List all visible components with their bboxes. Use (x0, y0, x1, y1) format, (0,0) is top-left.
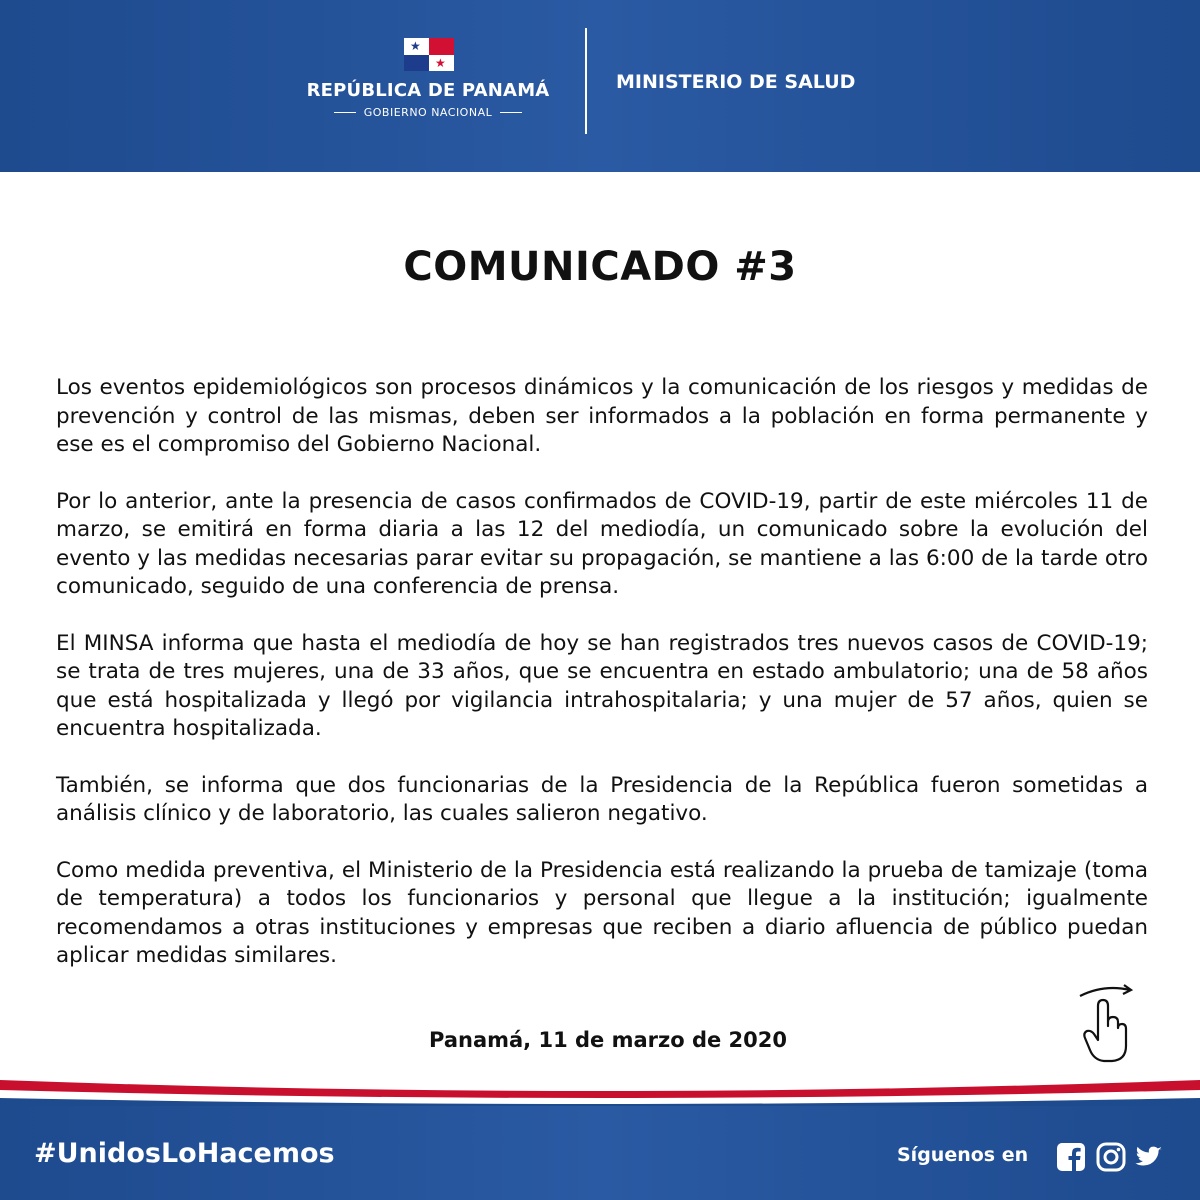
government-subtitle-text: GOBIERNO NACIONAL (363, 106, 493, 119)
swipe-hand-icon (1074, 982, 1136, 1066)
paragraph-schedule: Por lo anterior, ante la presencia de casos confirmados de COVID-19, partir de este miércoles 11 de marzo, se emitirá en forma diaria a las 12 del mediodía, un comunicado sobre la evolución del evento y las medidas necesarias parar evitar su propagación, se mantiene a las 6:00 de la tarde otro comunicado, seguido de una conferencia de prensa. (56, 488, 1148, 599)
panama-flag-icon: ★ ★ (404, 38, 454, 71)
statement-date: Panamá, 11 de marzo de 2020 (429, 1028, 787, 1052)
government-subtitle (318, 106, 538, 119)
campaign-hashtag: #UnidosLoHacemos (34, 1138, 335, 1169)
statement-body (56, 374, 1148, 999)
instagram-icon[interactable] (1096, 1142, 1126, 1172)
paragraph-intro: Los eventos epidemiológicos son procesos dinámicos y la comunicación de los riesgos y medidas de prevención y control de las mismas, deben ser informados a la población en forma permanente y ese es el compromiso del Gobierno Nacional. (56, 375, 1148, 457)
twitter-icon[interactable] (1134, 1142, 1164, 1172)
facebook-icon[interactable] (1056, 1142, 1086, 1172)
ministry-name: MINISTERIO DE SALUD (616, 71, 856, 93)
paragraph-preventive-measures: Como medida preventiva, el Ministerio de la Presidencia está realizando la prueba de tamizaje (toma de temperatura) a todos los funcionarios y personal que llegue a la institución; igualmente recomendamos a otras instituciones y empresas que reciben a diario afluencia de público puedan aplicar medidas similares. (56, 857, 1148, 968)
paragraph-presidency-tests: También, se informa que dos funcionarias de la Presidencia de la República fueron sometidas a análisis clínico y de laboratorio, las cuales salieron negativo. (56, 772, 1148, 826)
page-title: COMUNICADO #3 (403, 244, 797, 290)
header-divider (585, 28, 587, 134)
country-name: REPÚBLICA DE PANAMÁ (306, 80, 550, 101)
footer-wave-stripes (0, 1076, 1200, 1106)
paragraph-new-cases: El MINSA informa que hasta el mediodía de hoy se han registrados tres nuevos casos de COVID-19; se trata de tres mujeres, una de 33 años, que se encuentra en estado ambulatorio; una de 58 años que está hospitalizada y llegó por vigilancia intrahospitalaria; y una mujer de 57 años, quien se encuentra hospitalizada. (56, 630, 1148, 741)
header-banner (0, 0, 1200, 172)
follow-us-label: Síguenos en (897, 1144, 1029, 1166)
